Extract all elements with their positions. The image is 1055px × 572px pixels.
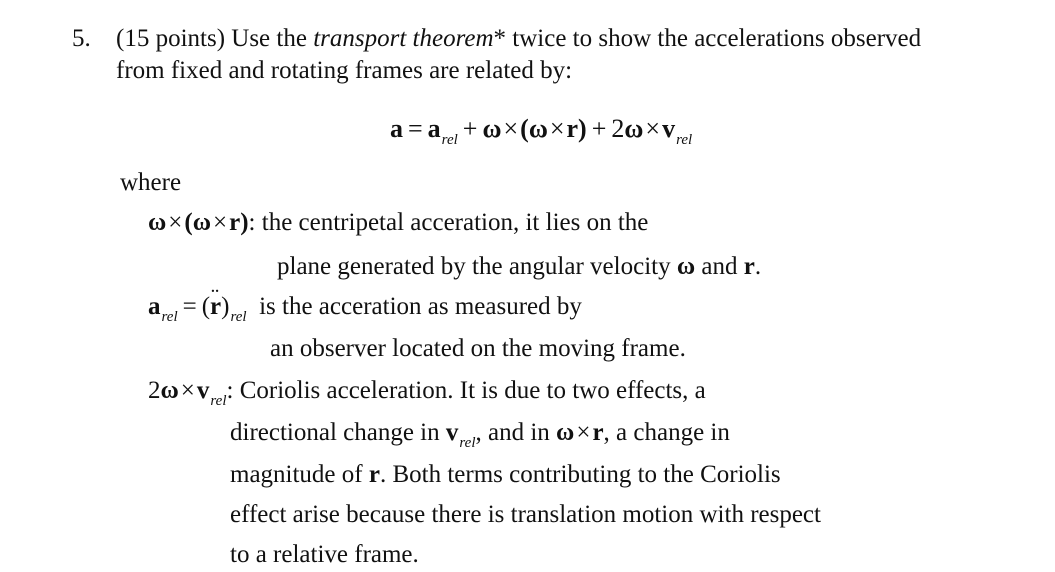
- ra-close: ): [221, 293, 230, 320]
- ra-equals: =: [182, 293, 197, 320]
- theorem-name: transport theorem: [313, 25, 494, 52]
- eq-plus2: +: [591, 114, 607, 143]
- eq-two: 2: [611, 114, 625, 143]
- coriolis-desc-line2: [230, 418, 730, 451]
- eq-a: a: [390, 114, 403, 143]
- eq-equals: =: [408, 114, 423, 143]
- centripetal-and: and: [695, 253, 744, 280]
- coriolis-desc-line1: : Coriolis acceleration. It is due to two effects, a: [226, 377, 706, 404]
- eq-open-paren: (: [520, 114, 529, 143]
- co-l2-cross: ×: [576, 419, 591, 446]
- c-cross1: ×: [168, 209, 183, 236]
- co-l3-post: . Both terms contributing to the Coriolis: [379, 461, 781, 488]
- problem-statement-line1: [116, 24, 921, 54]
- where-label: where: [120, 169, 182, 196]
- centripetal-r: r: [743, 253, 755, 280]
- c-r: r: [229, 209, 241, 236]
- problem-statement-line2: from fixed and rotating frames are related by:: [116, 57, 573, 84]
- ra-r-ddot: r ¨: [210, 292, 221, 322]
- coriolis-desc-line3: [230, 460, 781, 490]
- eq-rel-sub2: rel: [676, 132, 693, 148]
- co-l2-omega: ω: [556, 419, 575, 446]
- centripetal-desc-line2: [277, 252, 761, 282]
- c-omega2: ω: [192, 209, 211, 236]
- centripetal-desc-text: plane generated by the angular velocity: [277, 253, 677, 280]
- coriolis-desc-line4: effect arise because there is translation motion with respect: [230, 501, 821, 528]
- eq-v: v: [662, 114, 676, 143]
- main-equation: [390, 112, 692, 150]
- co-l3-pre: magnitude of: [230, 461, 369, 488]
- coriolis-definition: [148, 376, 706, 409]
- centripetal-period: .: [754, 253, 762, 280]
- problem-number: 5.: [72, 25, 91, 52]
- ra-rel-sub1: rel: [161, 309, 178, 325]
- ra-a: a: [148, 293, 161, 320]
- eq-omega3: ω: [624, 114, 644, 143]
- eq-cross2: ×: [549, 114, 565, 143]
- centripetal-omega: ω: [676, 253, 696, 280]
- eq-a-rel: a: [427, 114, 441, 143]
- co-two: 2: [148, 377, 161, 404]
- co-l2-rel: rel: [459, 435, 476, 451]
- eq-close-paren: ): [578, 114, 587, 143]
- c-cross2: ×: [213, 209, 228, 236]
- relative-accel-desc-line2: an observer located on the moving frame.: [270, 335, 686, 362]
- co-v: v: [196, 377, 210, 404]
- co-l3-r: r: [368, 461, 380, 488]
- co-cross: ×: [180, 377, 195, 404]
- c-close: ): [240, 209, 249, 236]
- eq-cross3: ×: [645, 114, 661, 143]
- c-open: (: [184, 209, 193, 236]
- statement-rest: * twice to show the accelerations observed: [493, 25, 922, 52]
- ra-open: (: [201, 293, 211, 320]
- ra-rel-sub2: rel: [230, 309, 247, 325]
- eq-r: r: [566, 114, 579, 143]
- co-l2-mid: , and in: [475, 419, 557, 446]
- co-l2-v: v: [445, 419, 459, 446]
- co-l2-pre: directional change in: [230, 419, 446, 446]
- co-rel-sub: rel: [210, 393, 227, 409]
- eq-omega1: ω: [482, 114, 502, 143]
- centripetal-definition: [148, 208, 648, 238]
- eq-plus1: +: [462, 114, 478, 143]
- c-omega1: ω: [148, 209, 167, 236]
- co-l2-r: r: [592, 419, 604, 446]
- points-text: (15 points) Use the: [116, 25, 314, 52]
- co-omega: ω: [160, 377, 179, 404]
- centripetal-desc-line1: : the centripetal acceration, it lies on the: [248, 209, 649, 236]
- co-l2-post: , a change in: [603, 419, 730, 446]
- relative-accel-desc-line1: is the acceration as measured by: [259, 293, 582, 320]
- coriolis-desc-line5: to a relative frame.: [230, 541, 419, 568]
- relative-accel-definition: [148, 292, 582, 325]
- eq-cross1: ×: [503, 114, 519, 143]
- eq-omega2: ω: [528, 114, 548, 143]
- eq-rel-sub1: rel: [441, 132, 458, 148]
